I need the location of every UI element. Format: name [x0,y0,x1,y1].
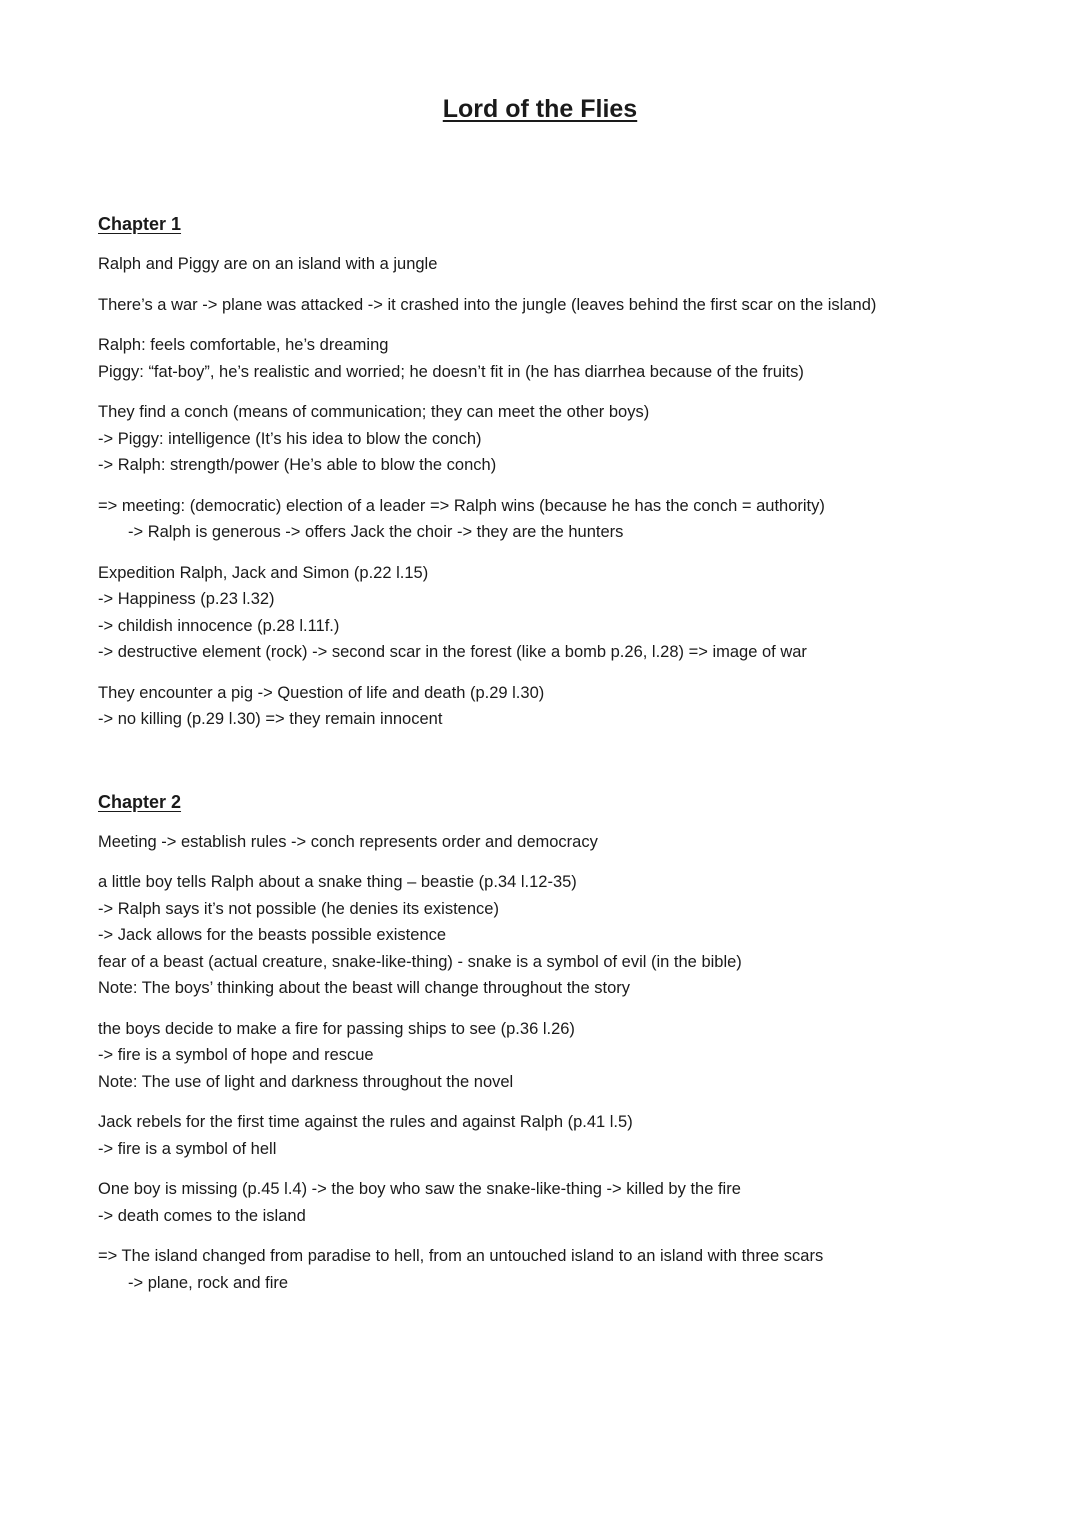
text-line: One boy is missing (p.45 l.4) -> the boy who saw the snake-like-thing -> killed by the fire [98,1180,741,1198]
text-line: -> fire is a symbol of hope and rescue [98,1046,374,1064]
text-line: -> childish innocence (p.28 l.11f.) [98,616,340,635]
text-line: -> death comes to the island [98,1206,306,1225]
text-line: Ralph: feels comfortable, he’s dreaming [98,336,389,354]
paragraph [98,1243,1020,1296]
text-line: the boys decide to make a fire for passing ships to see (p.36 l.26) [98,1019,575,1038]
paragraph [98,251,1020,278]
text-line: They find a conch (means of communication; they can meet the other boys) [98,403,650,421]
text-line: -> Ralph: strength/power (He’s able to blow the conch) [98,456,497,474]
paragraph [98,680,1020,733]
text-line: -> Ralph says it’s not possible (he denies its existence) [98,899,499,918]
paragraph [98,493,1020,546]
text-line: a little boy tells Ralph about a snake thing – beastie (p.34 l.12-35) [98,873,577,891]
text-line: -> Jack allows for the beasts possible existence [98,926,447,944]
paragraph [98,399,1020,479]
text-line: Expedition Ralph, Jack and Simon (p.22 l.15) [98,563,429,582]
paragraph [98,1176,1020,1229]
text-line: Meeting -> establish rules -> conch represents order and democracy [98,832,598,851]
paragraph [98,1016,1020,1096]
text-line: fear of a beast (actual creature, snake-like-thing) - snake is a symbol of evil (in the bible) [98,952,742,971]
text-line: Ralph and Piggy are on an island with a jungle [98,255,438,273]
text-line: -> destructive element (rock) -> second scar in the forest (like a bomb p.26, l.28) => image of war [98,643,807,661]
chapter-heading: Chapter 1 [98,214,182,234]
text-line: => The island changed from paradise to hell, from an untouched island to an island with three scars [98,1247,824,1265]
text-line: -> fire is a symbol of hell [98,1139,277,1158]
text-line: Note: The use of light and darkness throughout the novel [98,1072,514,1091]
paragraph [98,869,1020,1002]
text-line: Note: The boys’ thinking about the beast will change throughout the story [98,979,631,997]
chapter-1-section [98,211,1020,733]
paragraph [98,332,1020,385]
paragraph [98,1109,1020,1162]
text-line-indented: -> Ralph is generous -> offers Jack the choir -> they are the hunters [128,523,624,541]
text-line: -> Happiness (p.23 l.32) [98,590,275,608]
text-line: -> no killing (p.29 l.30) => they remain innocent [98,710,443,728]
text-line: => meeting: (democratic) election of a leader => Ralph wins (because he has the conch = authority) [98,496,825,515]
text-line: -> Piggy: intelligence (It’s his idea to blow the conch) [98,429,482,448]
text-line: Jack rebels for the first time against the rules and against Ralph (p.41 l.5) [98,1113,633,1131]
text-line-indented: -> plane, rock and fire [128,1273,289,1292]
text-line: There’s a war -> plane was attacked -> it crashed into the jungle (leaves behind the first scar on the island) [98,295,877,314]
document-title: Lord of the Flies [442,95,638,123]
text-line: Piggy: “fat-boy”, he’s realistic and worried; he doesn’t fit in (he has diarrhea because of the fruits) [98,362,804,381]
paragraph [98,560,1020,666]
paragraph [98,829,1020,856]
chapter-heading: Chapter 2 [98,791,182,812]
paragraph [98,292,1020,319]
text-line: They encounter a pig -> Question of life and death (p.29 l.30) [98,683,545,702]
chapter-2-section [98,789,1020,1297]
